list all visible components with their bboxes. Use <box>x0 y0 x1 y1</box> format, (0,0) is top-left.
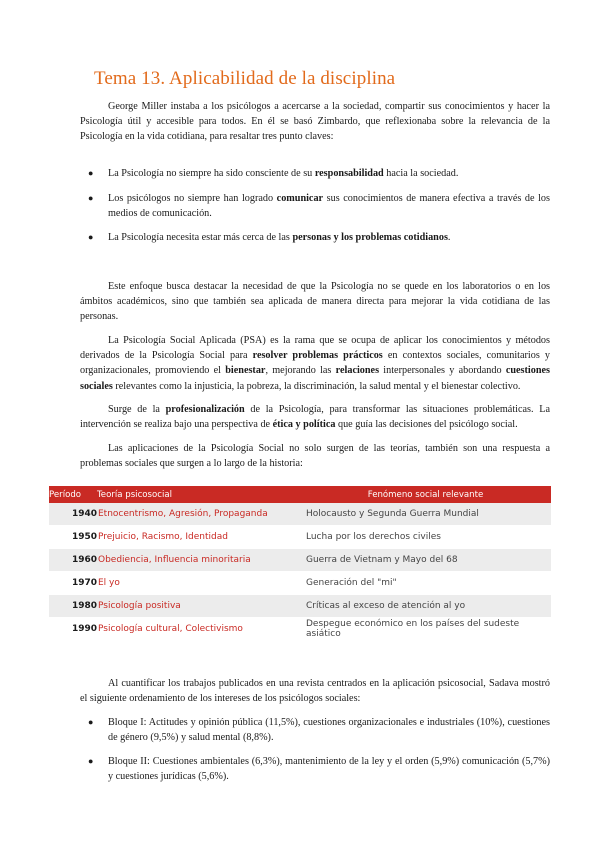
cell-theory: Psicología positiva <box>97 595 300 618</box>
header-theory: Teoría psicosocial <box>97 489 173 500</box>
cell-phenomenon: Críticas al exceso de atención al yo <box>300 595 551 618</box>
table-row <box>49 572 551 595</box>
cell-phenomenon: Guerra de Vietnam y Mayo del 68 <box>300 549 551 572</box>
bullet-icon: ● <box>88 756 94 766</box>
bullet-icon: ● <box>88 232 94 242</box>
cell-theory: Etnocentrismo, Agresión, Propaganda <box>97 503 300 526</box>
table-row <box>49 618 551 641</box>
cell-period: 1960 <box>49 549 97 572</box>
bullet-icon: ● <box>88 193 94 203</box>
paragraph-enfoque: Este enfoque busca destacar la necesidad de que la Psicología no se quede en los laboratorios o en los ámbitos académicos, sino que también sea aplicada de manera directa para mejorar la vida cotidiana de las personas. <box>80 281 550 323</box>
bullet-icon: ● <box>88 717 94 727</box>
table-row <box>49 595 551 618</box>
list-item: ● La Psicología no siempre ha sido consciente de su responsabilidad hacia la sociedad. <box>80 166 550 181</box>
table-header-row <box>49 486 551 503</box>
cell-theory: Psicología cultural, Colectivismo <box>97 618 300 641</box>
cell-theory: Prejuicio, Racismo, Identidad <box>97 526 300 549</box>
paragraph-aplicaciones: Las aplicaciones de la Psicología Social no solo surgen de las teorías, también son una respuesta a problemas sociales que surgen a lo largo de la historia: <box>80 443 550 470</box>
bullet-icon: ● <box>88 168 94 178</box>
cell-phenomenon: Lucha por los derechos civiles <box>300 526 551 549</box>
cell-period: 1980 <box>49 595 97 618</box>
intro-paragraph: George Miller instaba a los psicólogos a acercarse a la sociedad, compartir sus conocimientos y hacer la Psicología útil y accesible para todos. En él se basó Zimbardo, que reflexionaba sobre la relevancia de la Psicología en la vida cotidiana, para resaltar tres punto claves: <box>80 101 550 143</box>
list-item: ● Bloque I: Actitudes y opinión pública (11,5%), cuestiones organizacionales e industriales (10%), cuestiones de género (9,5%) y salud mental (8,8%). <box>88 717 550 744</box>
cell-period: 1950 <box>49 526 97 549</box>
header-period: Período <box>49 489 82 500</box>
paragraph-sadava: Al cuantificar los trabajos publicados en una revista centrados en la aplicación psicosocial, Sadava mostró el siguiente ordenamiento de los intereses de los psicólogos sociales: <box>80 678 550 705</box>
cell-theory: El yo <box>97 572 300 595</box>
paragraph-profesionalizacion: Surge de la profesionalización de la Psicología, para transformar las situaciones problemáticas. La intervención se realiza bajo una perspectiva de ética y política que guía las decisiones del psicólogo social. <box>80 404 550 431</box>
history-table <box>49 486 551 641</box>
paragraph-psa: La Psicología Social Aplicada (PSA) es la rama que se ocupa de aplicar los conocimientos y métodos derivados de la Psicología Social para resolver problemas prácticos en contextos sociales, comunitarios y organizacionales, promoviendo el bienestar, mejorando las relaciones interpersonales y abordando cuestiones sociales relevantes como la injusticia, la pobreza, la discriminación, la salud mental y el bienestar colectivo. <box>80 335 551 392</box>
header-phenomenon: Fenómeno social relevante <box>367 489 484 500</box>
cell-phenomenon: Generación del "mi" <box>300 572 551 595</box>
list-item: ● La Psicología necesita estar más cerca de las personas y los problemas cotidianos. <box>80 230 550 245</box>
table-row <box>49 526 551 549</box>
table-row <box>49 503 551 526</box>
cell-period: 1940 <box>49 503 97 526</box>
cell-phenomenon: Despegue económico en los países del sudeste asiático <box>300 618 551 641</box>
cell-phenomenon: Holocausto y Segunda Guerra Mundial <box>300 503 551 526</box>
list-item: ● Bloque II: Cuestiones ambientales (6,3%), mantenimiento de la ley y el orden (5,9%) comunicación (5,7%) y cuestiones jurídicas (5,6%). <box>88 756 550 783</box>
table-row <box>49 549 551 572</box>
list-item: ● Los psicólogos no siempre han logrado comunicar sus conocimientos de manera efectiva a través de los medios de comunicación. <box>88 193 550 220</box>
page-title: Tema 13. Aplicabilidad de la disciplina <box>94 68 396 89</box>
cell-period: 1970 <box>49 572 97 595</box>
cell-theory: Obediencia, Influencia minoritaria <box>97 549 300 572</box>
cell-period: 1990 <box>49 618 97 641</box>
